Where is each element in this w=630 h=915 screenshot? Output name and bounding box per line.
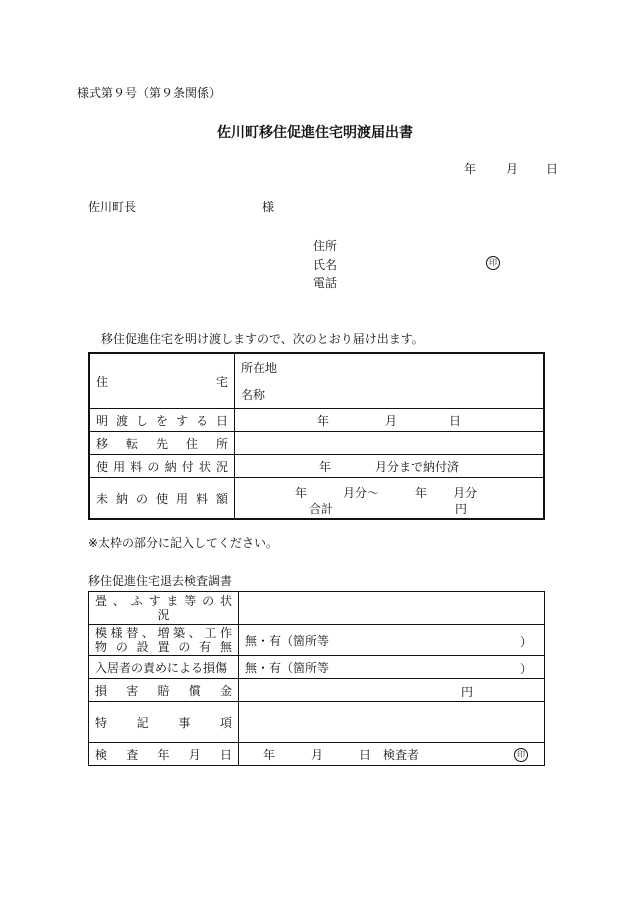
instruction-note: ※太枠の部分に記入してください。: [88, 536, 279, 550]
payment-status-field[interactable]: 年 月分まで納付済: [235, 455, 544, 478]
unpaid-field[interactable]: 年 月分〜 年 月分 合計 円: [235, 478, 544, 520]
remarks-label: 特記事項: [89, 702, 239, 743]
document-title: 佐川町移住促進住宅明渡届出書: [217, 125, 413, 141]
form-id: 様式第９号（第９条関係）: [77, 86, 222, 100]
damage-label: 入居者の責めによる損傷: [89, 656, 239, 679]
submission-date: [464, 160, 558, 177]
remodel-label: 模様替、増築、工作 物の設置の有無: [89, 625, 239, 656]
applicant-phone-label: 電話: [313, 276, 338, 290]
unpaid-label: 未納の使用料額: [89, 478, 235, 520]
compensation-field[interactable]: 円: [239, 679, 545, 702]
date-year: 年: [464, 162, 477, 176]
housing-name-label: 名称: [241, 388, 266, 402]
applicant-name-label: 氏名: [313, 258, 338, 272]
inspection-table: [88, 591, 545, 766]
payment-status-label: 使用料の納付状況: [89, 455, 235, 478]
applicant-address-label: 住所: [313, 239, 338, 253]
notification-table: [88, 352, 545, 520]
inspection-date-label: 検査年月日: [89, 743, 239, 766]
seal-icon: 印: [486, 256, 500, 270]
addressee: 佐川町長: [88, 200, 137, 214]
compensation-label: 損害賠償金: [89, 679, 239, 702]
new-address-label: 移転先住所: [89, 432, 235, 455]
inspector-seal-icon: 印: [514, 748, 528, 762]
location-label: 所在地: [241, 361, 278, 375]
new-address-field[interactable]: [235, 432, 544, 455]
date-day: 日: [546, 162, 559, 176]
location-field[interactable]: [235, 353, 544, 381]
intro-text: 移住促進住宅を明け渡しますので、次のとおり届け出ます。: [101, 332, 424, 346]
tatami-field[interactable]: [239, 592, 545, 625]
inspection-date-field[interactable]: 年 月 日 検査者 印: [239, 743, 545, 766]
tatami-label: 畳、ふすま等の状 況: [89, 592, 239, 625]
housing-label: 住 宅: [89, 353, 235, 409]
unpaid-total-label: 合計: [309, 502, 334, 516]
housing-name-field[interactable]: [235, 381, 544, 409]
honorific: 様: [262, 200, 275, 214]
vacate-date-field[interactable]: 年 月 日: [235, 409, 544, 432]
remarks-field[interactable]: [239, 702, 545, 743]
date-month: 月: [506, 162, 519, 176]
damage-field[interactable]: 無・有（箇所等 ）: [239, 656, 545, 679]
vacate-date-label: 明渡しをする日: [89, 409, 235, 432]
inspection-title: 移住促進住宅退去検査調書: [88, 574, 233, 588]
unpaid-yen: 円: [455, 502, 468, 516]
remodel-field[interactable]: 無・有（箇所等 ）: [239, 625, 545, 656]
